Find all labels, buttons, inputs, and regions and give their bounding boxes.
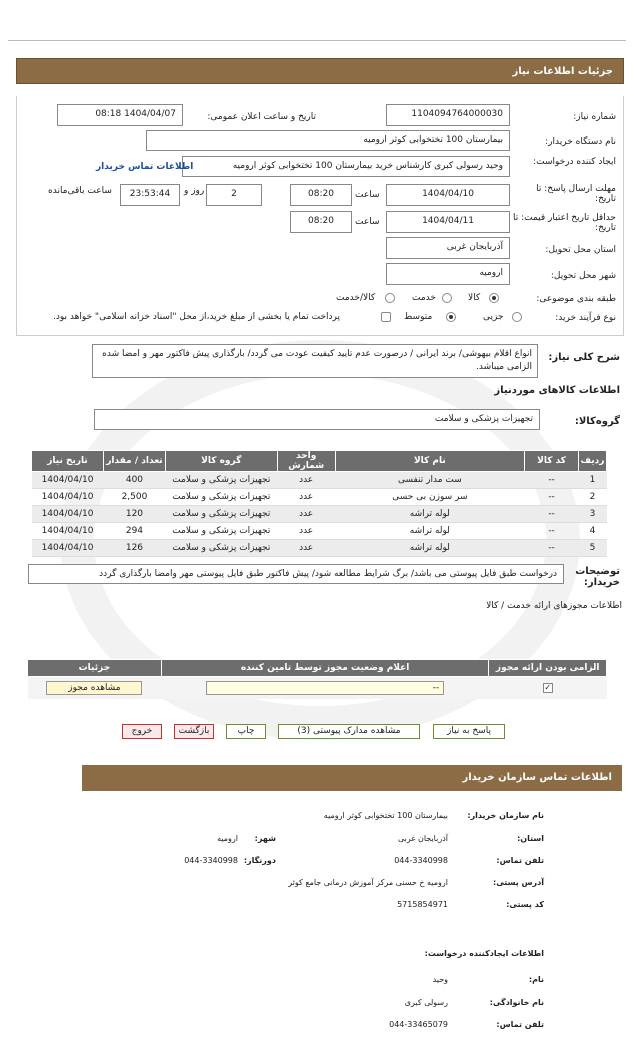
- creator-first-name: وحید: [432, 975, 448, 984]
- cell-qty: 126: [104, 540, 166, 557]
- process-minor-label: جزیی: [483, 312, 504, 322]
- contact-org-label: نام سازمان خریدار:: [467, 811, 544, 820]
- goods-group-label: گروه‌کالا:: [574, 416, 620, 427]
- creator-last-name-label: نام خانوادگی:: [489, 998, 544, 1007]
- cell-row: 3: [579, 506, 607, 523]
- contact-address-label: آدرس پستی:: [493, 878, 544, 887]
- creator-phone: 044-33465079: [389, 1020, 448, 1029]
- province-label: استان محل تحویل:: [545, 245, 616, 255]
- license-required-checkbox[interactable]: ✓: [544, 682, 552, 692]
- treasury-note: پرداخت تمام یا بخشی از مبلغ خرید،از محل "اسناد خزانه اسلامی" خواهد بود.: [53, 312, 341, 322]
- col-group: گروه کالا: [165, 451, 277, 472]
- licenses-table: [27, 659, 607, 699]
- cell-name: ست مدار تنفسی: [335, 472, 525, 489]
- col-name: نام کالا: [335, 451, 525, 472]
- announce-label: تاریخ و ساعت اعلان عمومی:: [207, 112, 316, 122]
- buyer-notes-label: توضیحات خریدار:: [575, 566, 620, 588]
- cell-row: 4: [579, 523, 607, 540]
- category-service-label: خدمت: [412, 293, 436, 303]
- contact-fax-label: دورنگار:: [243, 856, 276, 865]
- deadline-time-field[interactable]: 08:20: [290, 184, 352, 206]
- col-row: ردیف: [579, 451, 607, 472]
- contact-city: ارومیه: [217, 834, 238, 843]
- cell-date: 1404/04/10: [32, 472, 104, 489]
- remaining-time-field[interactable]: 23:53:44: [120, 184, 180, 206]
- top-divider: [8, 40, 626, 41]
- exit-button[interactable]: خروج: [122, 724, 162, 739]
- city-label: شهر محل تحویل:: [550, 271, 616, 281]
- category-service-radio[interactable]: [442, 293, 452, 303]
- cell-name: سر سوزن بی حسی: [335, 489, 525, 506]
- cell-group: تجهیزات پزشکی و سلامت: [165, 540, 277, 557]
- category-goods-radio[interactable]: [489, 293, 499, 303]
- goods-table: [31, 450, 607, 557]
- cell-group: تجهیزات پزشکی و سلامت: [165, 506, 277, 523]
- contact-section-title: اطلاعات تماس سازمان خریدار: [82, 765, 622, 791]
- city-field[interactable]: ارومیه: [386, 263, 510, 285]
- validity-date-field[interactable]: 1404/04/11: [386, 211, 510, 233]
- cell-group: تجهیزات پزشکی و سلامت: [165, 489, 277, 506]
- creator-last-name: رسولی کبری: [404, 998, 448, 1007]
- validity-time-label: ساعت: [355, 217, 380, 227]
- contact-city-label: شهر:: [254, 834, 276, 843]
- cell-name: لوله تراشه: [335, 540, 525, 557]
- col-license-required: الزامی بودن ارائه مجوز: [489, 660, 607, 677]
- contact-postal-label: کد پستی:: [506, 900, 544, 909]
- deadline-label: مهلت ارسال پاسخ: تا تاریخ:: [536, 184, 616, 204]
- cell-code: --: [525, 523, 579, 540]
- need-number-label: شماره نیاز:: [573, 112, 616, 122]
- category-both-radio[interactable]: [385, 293, 395, 303]
- remaining-days-field[interactable]: 2: [206, 184, 262, 206]
- contact-fax: 044-3340998: [184, 856, 238, 865]
- licenses-title: اطلاعات مجوزهای ارائه خدمت / کالا: [486, 601, 622, 611]
- license-status-cell: [161, 677, 489, 699]
- reply-button[interactable]: پاسخ به نیاز: [433, 724, 505, 739]
- table-row: [28, 677, 607, 699]
- cell-unit: عدد: [277, 472, 335, 489]
- table-row[interactable]: [32, 540, 607, 557]
- category-label: طبقه بندی موضوعی:: [536, 294, 616, 304]
- view-license-button[interactable]: مشاهده مجوز: [46, 681, 142, 695]
- cell-unit: عدد: [277, 506, 335, 523]
- creator-first-name-label: نام:: [528, 975, 544, 984]
- buyer-org-label: نام دستگاه خریدار:: [545, 137, 616, 147]
- page-title: جزئیات اطلاعات نیاز: [16, 58, 624, 84]
- cell-unit: عدد: [277, 489, 335, 506]
- process-minor-radio[interactable]: [512, 312, 522, 322]
- cell-group: تجهیزات پزشکی و سلامت: [165, 472, 277, 489]
- contact-phone-label: تلفن تماس:: [496, 856, 544, 865]
- license-details-cell: [28, 677, 162, 699]
- cell-qty: 400: [104, 472, 166, 489]
- contact-province-label: استان:: [517, 834, 544, 843]
- need-number-field[interactable]: 1104094764000030: [386, 104, 510, 126]
- process-medium-radio[interactable]: [446, 312, 456, 322]
- cell-row: 2: [579, 489, 607, 506]
- contact-address: ارومیه خ حسنی مرکز آموزش درمانی جامع کوثر: [288, 878, 448, 887]
- col-date: تاریخ نیاز: [32, 451, 104, 472]
- process-medium-label: متوسط: [404, 312, 433, 322]
- col-license-status: اعلام وضعیت مجوز توسط تامین کننده: [161, 660, 489, 677]
- category-both-label: کالا/خدمت: [336, 293, 376, 303]
- deadline-time-label: ساعت: [355, 190, 380, 200]
- cell-qty: 294: [104, 523, 166, 540]
- summary-label: شرح کلی نیاز:: [548, 352, 620, 363]
- summary-text: انواع اقلام بیهوشی/ برند ایرانی / درصورت عدم تایید کیفیت عودت می گردد/ بارگذاری پیش فاکتور مهر و امضا شده الزامی میباشد.: [92, 344, 538, 378]
- cell-qty: 120: [104, 506, 166, 523]
- cell-code: --: [525, 506, 579, 523]
- creator-section-title: اطلاعات ایجادکننده درخواست:: [424, 949, 544, 958]
- announce-field[interactable]: 1404/04/07 08:18: [57, 104, 183, 126]
- license-required-cell: [489, 677, 607, 699]
- cell-name: لوله تراشه: [335, 506, 525, 523]
- validity-time-field[interactable]: 08:20: [290, 211, 352, 233]
- contact-postal: 5715854971: [397, 900, 448, 909]
- contact-province: آذربایجان غربی: [397, 834, 448, 843]
- cell-code: --: [525, 489, 579, 506]
- table-row[interactable]: [32, 489, 607, 506]
- cell-unit: عدد: [277, 523, 335, 540]
- cell-code: --: [525, 540, 579, 557]
- license-status-field[interactable]: --: [206, 681, 444, 695]
- cell-name: لوله تراشه: [335, 523, 525, 540]
- deadline-date-field[interactable]: 1404/04/10: [386, 184, 510, 206]
- col-license-details: جزئیات: [28, 660, 162, 677]
- print-button[interactable]: چاپ: [226, 724, 266, 739]
- remaining-label: ساعت باقی‌مانده: [48, 186, 112, 196]
- days-label: روز و: [184, 186, 205, 196]
- cell-row: 5: [579, 540, 607, 557]
- goods-section-title: اطلاعات کالاهای موردنیاز: [494, 385, 620, 396]
- buyer-org-field[interactable]: بیمارستان 100 تختخوابی کوثر ارومیه: [146, 130, 510, 151]
- cell-group: تجهیزات پزشکی و سلامت: [165, 523, 277, 540]
- category-goods-label: کالا: [468, 293, 481, 303]
- table-row[interactable]: [32, 506, 607, 523]
- cell-date: 1404/04/10: [32, 489, 104, 506]
- goods-group-field[interactable]: تجهیزات پزشکی و سلامت: [94, 409, 540, 430]
- process-label: نوع فرآیند خرید:: [555, 313, 616, 323]
- table-row[interactable]: [32, 472, 607, 489]
- col-code: کد کالا: [525, 451, 579, 472]
- contact-phone: 044-3340998: [394, 856, 448, 865]
- col-qty: تعداد / مقدار: [104, 451, 166, 472]
- province-field[interactable]: آذربایجان غربی: [386, 237, 510, 259]
- cell-date: 1404/04/10: [32, 540, 104, 557]
- buyer-notes-text: درخواست طبق فایل پیوستی می باشد/ برگ شرایط مطالعه شود/ پیش فاکتور طبق فایل پیوستی مهر وامضا بارگذاری گردد: [28, 564, 564, 584]
- cell-unit: عدد: [277, 540, 335, 557]
- cell-date: 1404/04/10: [32, 506, 104, 523]
- buyer-contact-link[interactable]: اطلاعات تماس خریدار: [96, 162, 194, 172]
- validity-label: حداقل تاریخ اعتبار قیمت: تا تاریخ:: [513, 213, 616, 233]
- table-row[interactable]: [32, 523, 607, 540]
- cell-date: 1404/04/10: [32, 523, 104, 540]
- view-attachments-button[interactable]: مشاهده مدارک پیوستی (3): [278, 724, 420, 739]
- creator-label: ایجاد کننده درخواست:: [533, 157, 616, 167]
- col-unit: واحد شمارش: [277, 451, 335, 472]
- treasury-checkbox[interactable]: [381, 312, 391, 322]
- cell-qty: 2,500: [104, 489, 166, 506]
- creator-phone-label: تلفن تماس:: [496, 1020, 544, 1029]
- cell-row: 1: [579, 472, 607, 489]
- contact-org: بیمارستان 100 تختخوابی کوثر ارومیه: [323, 811, 448, 820]
- cell-code: --: [525, 472, 579, 489]
- back-button[interactable]: بازگشت: [174, 724, 214, 739]
- creator-field[interactable]: وحید رسولی کبری کارشناس خرید بیمارستان 100 تختخوابی کوثر ارومیه: [182, 156, 510, 177]
